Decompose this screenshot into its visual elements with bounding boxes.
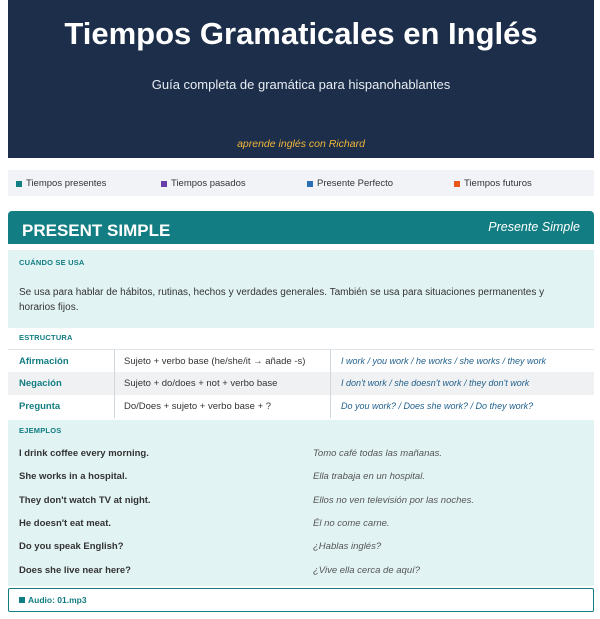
divider: [114, 372, 115, 395]
structure-label: ESTRUCTURA: [19, 333, 73, 342]
legend-item-futuros[interactable]: [454, 178, 532, 189]
list-item: [19, 495, 584, 511]
legend-item-perfecto[interactable]: [307, 178, 393, 189]
examples-box: [8, 420, 594, 586]
divider: [330, 350, 331, 373]
section-title: PRESENT SIMPLE: [22, 221, 171, 240]
table-row: [8, 395, 594, 418]
example-es: Ellos no ven televisión por las noches.: [313, 495, 475, 506]
table-row: [8, 349, 594, 372]
row-type: Negación: [19, 378, 62, 389]
example-es: Tomo café todas las mañanas.: [313, 448, 443, 459]
audio-label: Audio: 01.mp3: [28, 595, 87, 605]
page-header: [8, 0, 594, 158]
example-es: Él no come carne.: [313, 518, 390, 529]
example-es: ¿Hablas inglés?: [313, 541, 382, 552]
square-icon: [161, 181, 167, 187]
example-en: They don't watch TV at night.: [19, 495, 151, 506]
divider: [114, 350, 115, 373]
list-item: [19, 518, 584, 534]
divider: [114, 395, 115, 418]
row-type: Pregunta: [19, 401, 61, 412]
divider: [330, 395, 331, 418]
legend-item-presentes[interactable]: [16, 178, 106, 189]
example-en: He doesn't eat meat.: [19, 518, 112, 529]
page-title: Tiempos Gramaticales en Inglés: [64, 16, 538, 51]
credit-text: aprende inglés con Richard: [237, 138, 365, 150]
row-formula: Sujeto + verbo base (he/she/it → añade -s): [124, 356, 306, 367]
legend-label: Tiempos presentes: [26, 178, 107, 189]
example-es: Ella trabaja en un hospital.: [313, 471, 425, 482]
example-en: Does she live near here?: [19, 565, 131, 576]
divider: [330, 372, 331, 395]
list-item: [19, 541, 584, 557]
usage-text: Se usa para hablar de hábitos, rutinas, hechos y verdades generales. También se usa para situaciones permanentes y horarios fijos.: [19, 287, 545, 313]
square-icon: [454, 181, 460, 187]
section-header: [8, 211, 594, 244]
page-subtitle: Guía completa de gramática para hispanohablantes: [151, 77, 451, 92]
usage-label: CUÁNDO SE USA: [19, 258, 85, 267]
square-icon: [16, 181, 22, 187]
legend-label: Tiempos pasados: [171, 178, 246, 189]
row-example: I work / you work / he works / she works / they work: [341, 356, 547, 366]
examples-label: EJEMPLOS: [19, 426, 62, 435]
section-title-es: Presente Simple: [488, 220, 580, 234]
tense-legend: [8, 170, 594, 196]
audio-icon: [19, 597, 25, 603]
audio-player[interactable]: [8, 588, 594, 612]
row-formula: Sujeto + do/does + not + verbo base: [124, 378, 278, 389]
row-formula: Do/Does + sujeto + verbo base + ?: [124, 401, 272, 412]
list-item: [19, 565, 584, 581]
row-example: I don't work / she doesn't work / they don't work: [341, 378, 530, 388]
example-en: I drink coffee every morning.: [19, 448, 149, 459]
legend-item-pasados[interactable]: [161, 178, 246, 189]
example-en: Do you speak English?: [19, 541, 124, 552]
list-item: [19, 471, 584, 487]
present-simple-section: [8, 211, 594, 576]
structure-table: [8, 328, 594, 422]
example-es: ¿Vive ella cerca de aquí?: [313, 565, 421, 576]
table-row: [8, 372, 594, 395]
row-type: Afirmación: [19, 356, 69, 367]
row-example: Do you work? / Does she work? / Do they work?: [341, 401, 534, 411]
legend-label: Tiempos futuros: [464, 178, 532, 189]
legend-label: Presente Perfecto: [317, 178, 394, 189]
usage-box: [8, 250, 594, 332]
list-item: [19, 448, 584, 464]
square-icon: [307, 181, 313, 187]
example-en: She works in a hospital.: [19, 471, 128, 482]
